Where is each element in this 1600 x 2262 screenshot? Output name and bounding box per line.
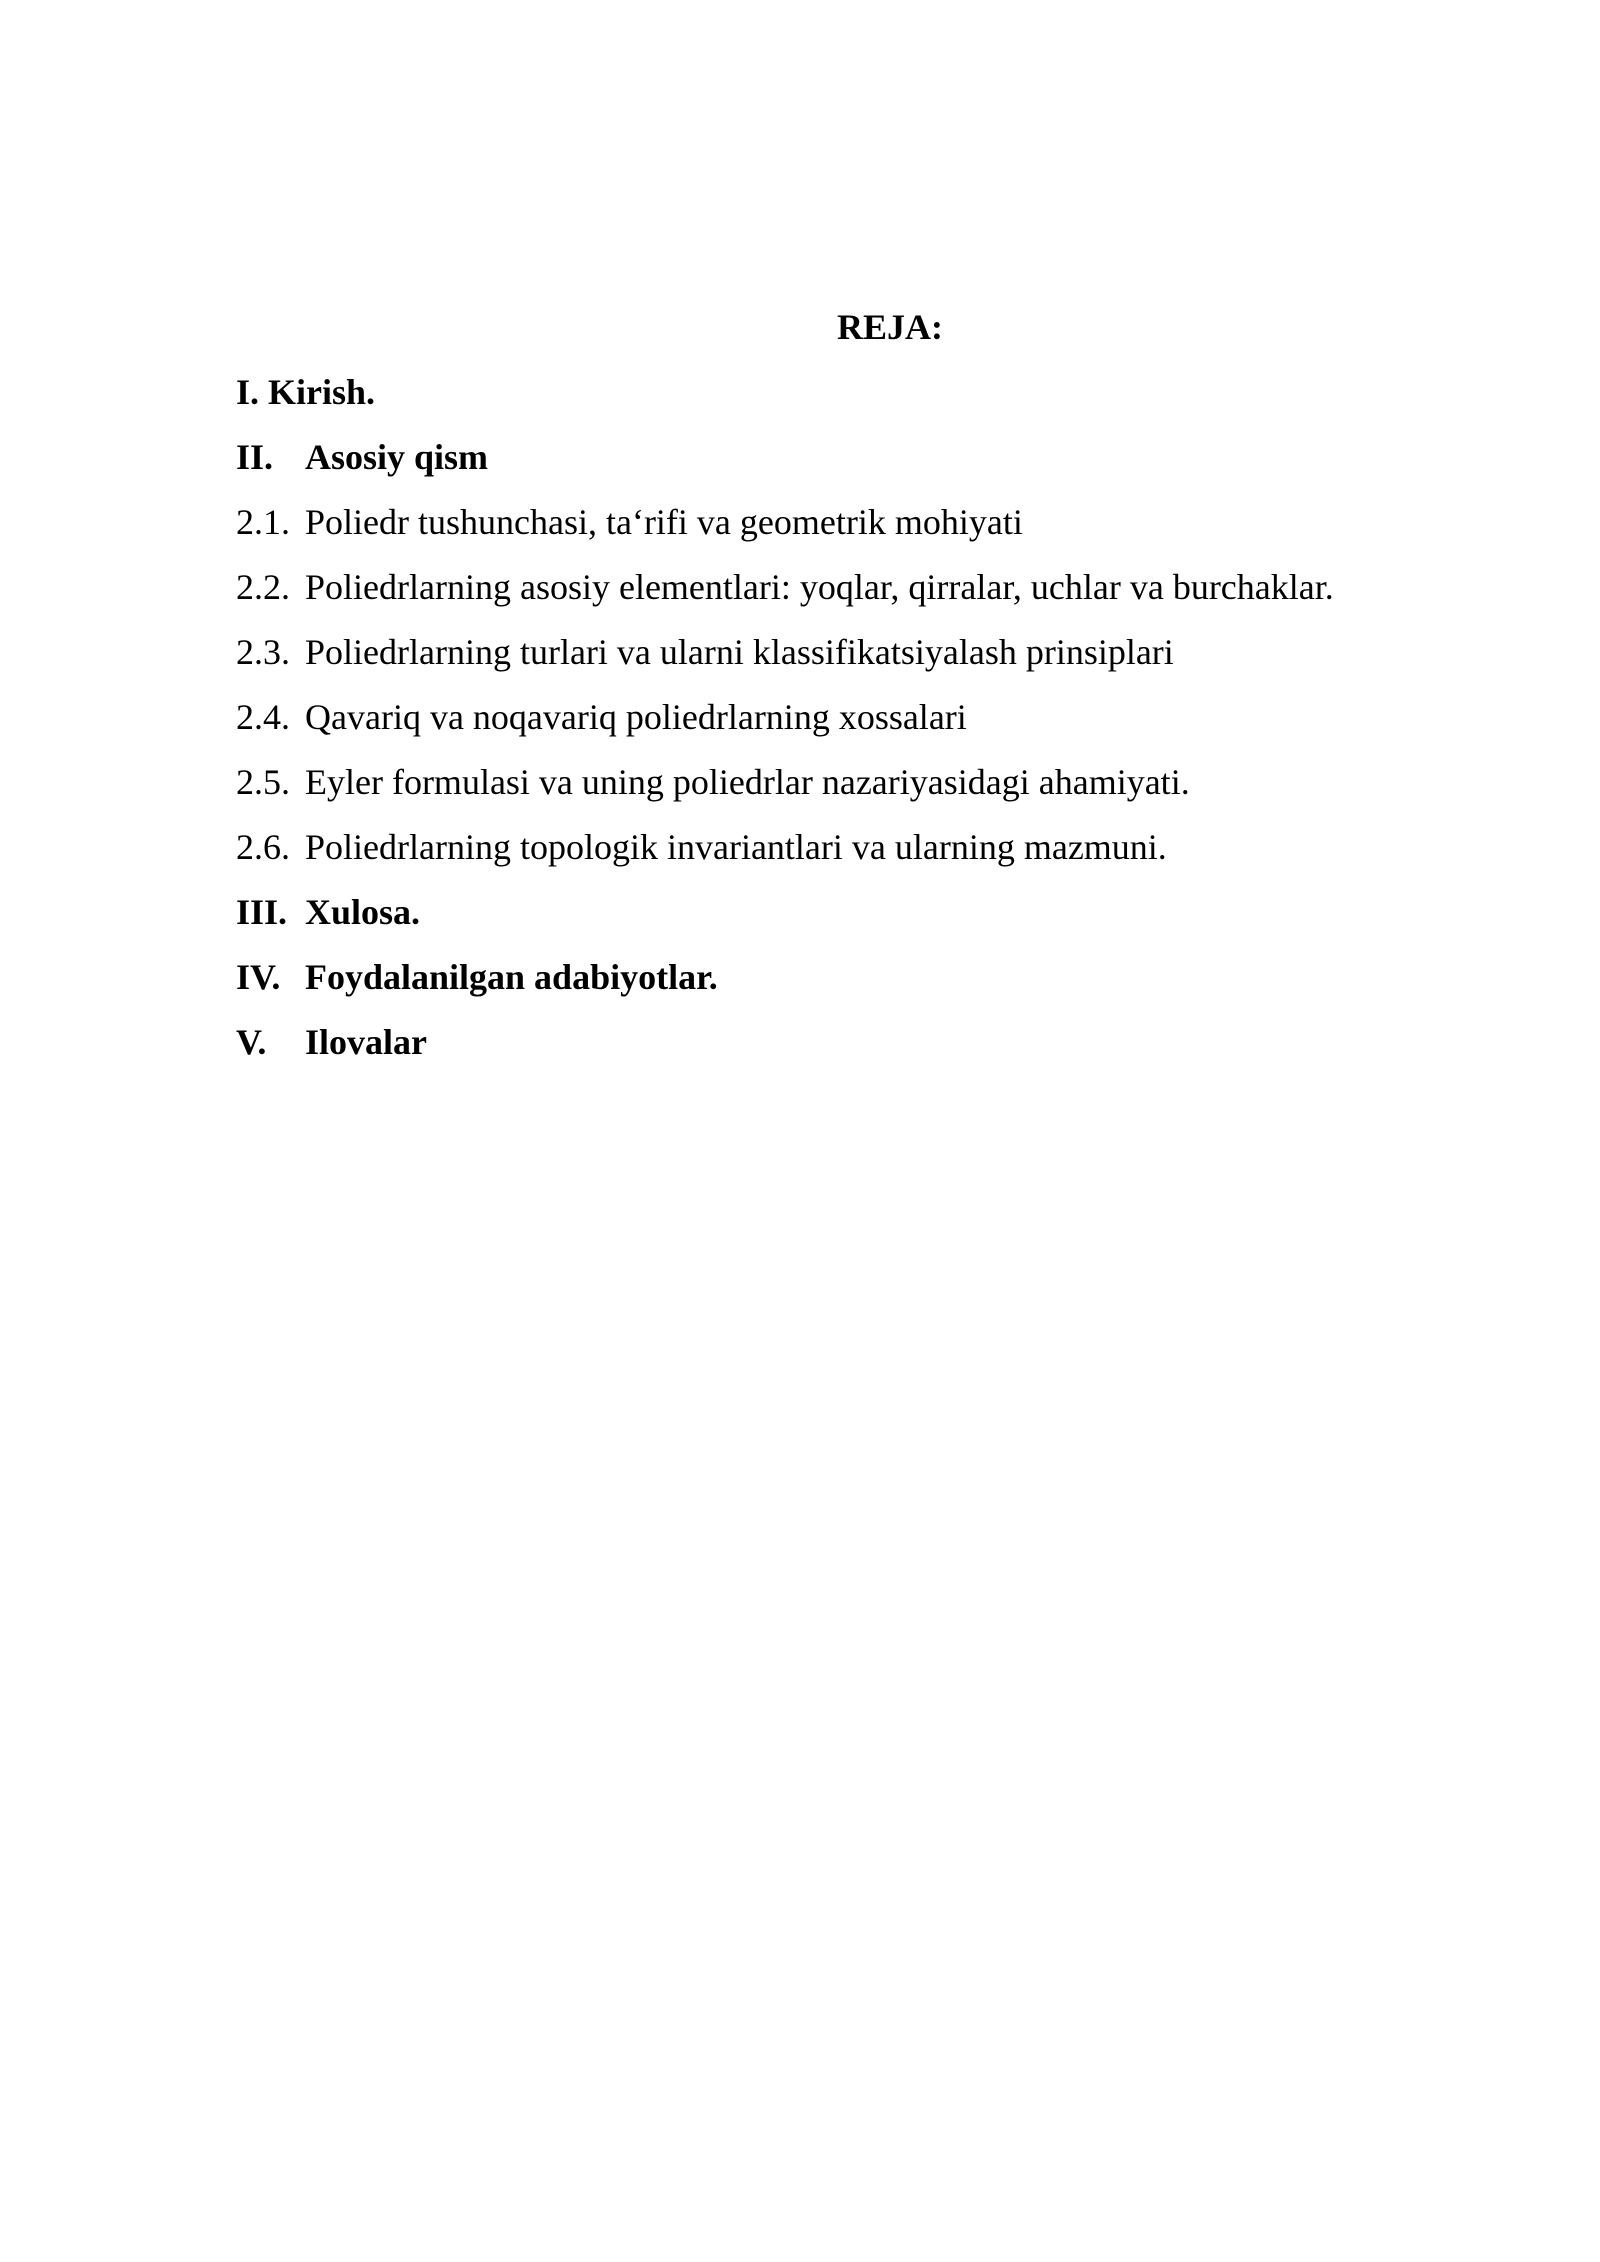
list-item [236, 565, 1486, 630]
list-item [236, 955, 1486, 1020]
item-number: 2.6. [236, 827, 290, 867]
item-text: Xulosa. [305, 892, 421, 932]
list-item [236, 890, 1486, 955]
item-number: II. [236, 437, 274, 477]
item-text: Poliedrlarning asosiy elementlari: yoqlar, qirralar, uchlar va burchaklar. [305, 567, 1334, 607]
item-number: V. [236, 1022, 267, 1062]
item-number: 2.4. [236, 697, 290, 737]
item-number: 2.3. [236, 632, 290, 672]
item-number: I. [236, 372, 260, 412]
list-item [236, 370, 1486, 435]
list-item [236, 1020, 1486, 1085]
item-text: Poliedr tushunchasi, ta‘rifi va geometrik mohiyati [305, 502, 1023, 542]
list-item [236, 500, 1486, 565]
item-number: III. [236, 892, 288, 932]
item-text: Poliedrlarning turlari va ularni klassifikatsiyalash prinsiplari [305, 632, 1174, 672]
item-text: Kirish. [268, 372, 376, 412]
item-text: Ilovalar [305, 1022, 427, 1062]
list-item [236, 825, 1486, 890]
item-number: 2.2. [236, 567, 290, 607]
list-item [236, 760, 1486, 825]
list-item [236, 695, 1486, 760]
item-text: Foydalanilgan adabiyotlar. [305, 957, 718, 997]
item-text: Qavariq va noqavariq poliedrlarning xossalari [305, 697, 967, 737]
list-item [236, 630, 1486, 695]
page-title: REJA: [837, 307, 943, 347]
item-text: Asosiy qism [305, 437, 489, 477]
item-text: Poliedrlarning topologik invariantlari va ularning mazmuni. [305, 827, 1167, 867]
plan-list [236, 370, 1486, 1085]
list-item [236, 435, 1486, 500]
item-text: Eyler formulasi va uning poliedrlar nazariyasidagi ahamiyati. [305, 762, 1190, 802]
item-number: 2.5. [236, 762, 290, 802]
item-number: IV. [236, 957, 281, 997]
item-number: 2.1. [236, 502, 290, 542]
